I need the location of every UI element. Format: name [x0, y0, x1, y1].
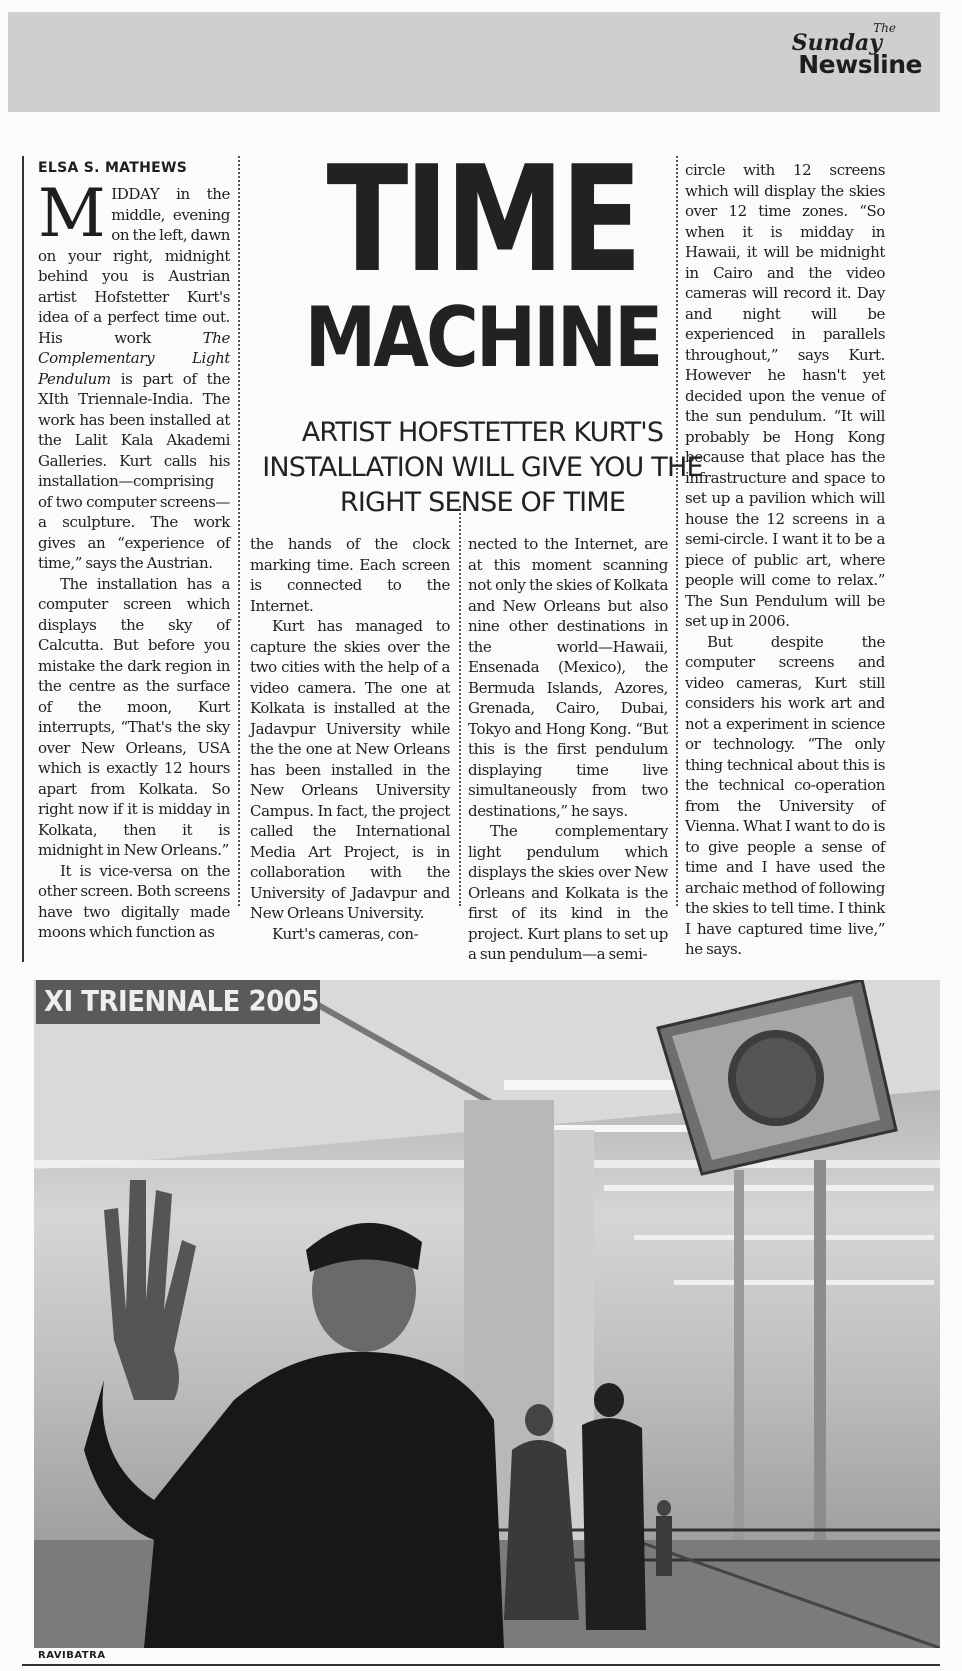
paragraph: The installation has a computer screen which displays the sky of Calcutta. But before you mistake the dark region in the centre as the surface of the moon, Kurt interrupts, “That's the sky over New Orleans, USA which is exactly 12 hours apart from Kolkata. So right now if it is midday in Kolkata, then it is midnight in New Orleans.”	[38, 574, 230, 859]
deck-subheadline: ARTIST HOFSTETTER KURT'S INSTALLATION WILL GIVE YOU THE RIGHT SENSE OF TIME	[262, 417, 703, 518]
paragraph: Kurt's cameras, con-	[272, 924, 419, 943]
newspaper-logo	[792, 22, 922, 77]
logo-newsline: Newsline	[798, 50, 922, 79]
paragraph: The complementary light pendulum which displays the skies over New Orleans and Kolkata is the first of its kind in the project. Kurt plans to set up a sun pendulum—a semi-	[468, 822, 668, 963]
paragraph: the hands of the clock marking time. Each screen is connected to the Internet.	[250, 535, 450, 615]
drop-cap: M	[38, 175, 106, 252]
column-divider-1	[238, 156, 240, 906]
paragraph: nected to the Internet, are at this moment scanning not only the skies of Kolkata and New Orleans but also nine other destinations in the world—Hawaii, Ensenada (Mexico), the Bermuda Islands, Azores, Grenada, Cairo, Dubai, Tokyo and Hong Kong. “But this is the first pendulum displaying time live simultaneously from two destinations,” he says.	[468, 535, 668, 820]
masthead-band	[8, 12, 940, 112]
paragraph: It is vice-versa on the other screen. Both screens have two digitally made moons which function as	[38, 861, 230, 941]
photo-credit: RAVIBATRA	[38, 1650, 106, 1661]
paragraph: circle with 12 screens which will display the skies over 12 time zones. “So when it is midday in Hawaii, it will be midnight in Cairo and the video cameras will record it. Day and night will be experienced in parallels throughout,” says Kurt. However he hasn't yet decided upon the venue of the sun pendulum. “It will probably be Hong Kong because that place has the infrastructure and space to set up a pavilion which will house the 12 screens in a semi-circle. I want it to be a piece of public art, where people will come to relax.” The Sun Pendulum will be set up in 2006.	[685, 161, 885, 630]
photo-label-banner: XI TRIENNALE 2005	[36, 980, 320, 1024]
paragraph: Kurt has managed to capture the skies over the two cities with the help of a video camera. The one at Kolkata is installed at the Jadavpur University while the the one at New Orleans has been installed in the New Orleans University Campus. In fact, the project called the International Media Art Project, is in collaboration with the University of Jadavpur and New Orleans University.	[250, 617, 450, 922]
news-photo	[34, 980, 940, 1648]
logo-the: The	[873, 21, 896, 35]
article-column-2	[250, 534, 450, 944]
headline-time: TIME	[326, 135, 639, 306]
article-column-3	[468, 534, 668, 965]
photo-illustration	[34, 980, 940, 1648]
headline-machine: MACHINE	[304, 289, 661, 386]
byline: ELSA S. MATHEWS	[38, 160, 188, 176]
paragraph: But despite the computer screens and video cameras, Kurt still considers his work art and not a experiment in science or technology. “The only thing technical about this is the technical co-operation from the University of Vienna. What I want to do is to give people a sense of time and I have used the archaic method of following the skies to tell time. I think I have captured time live,” he says.	[685, 632, 885, 958]
work-title: The Complementary Light Pendulum	[38, 328, 230, 388]
headline	[255, 135, 710, 386]
column-divider-2	[459, 506, 461, 906]
left-column-rule	[22, 156, 24, 962]
article-column-4	[685, 160, 885, 960]
bottom-rule	[22, 1664, 940, 1666]
lead-paragraph: MIDDAY in the middle, evening on the left, dawn on your right, midnight behind you is Austrian artist Hofstetter Kurt's idea of a perfect time out. His work The Complementary Light Pendulum is part of the XIth Triennale-India. The work has been installed at the Lalit Kala Akademi Galleries. Kurt calls his installation—comprising of two computer screens—a sculpture. The work gives an “experience of time,” says the Austrian.	[38, 175, 231, 572]
article-column-1	[38, 175, 231, 943]
logo-sunday: Sunday	[791, 30, 882, 56]
